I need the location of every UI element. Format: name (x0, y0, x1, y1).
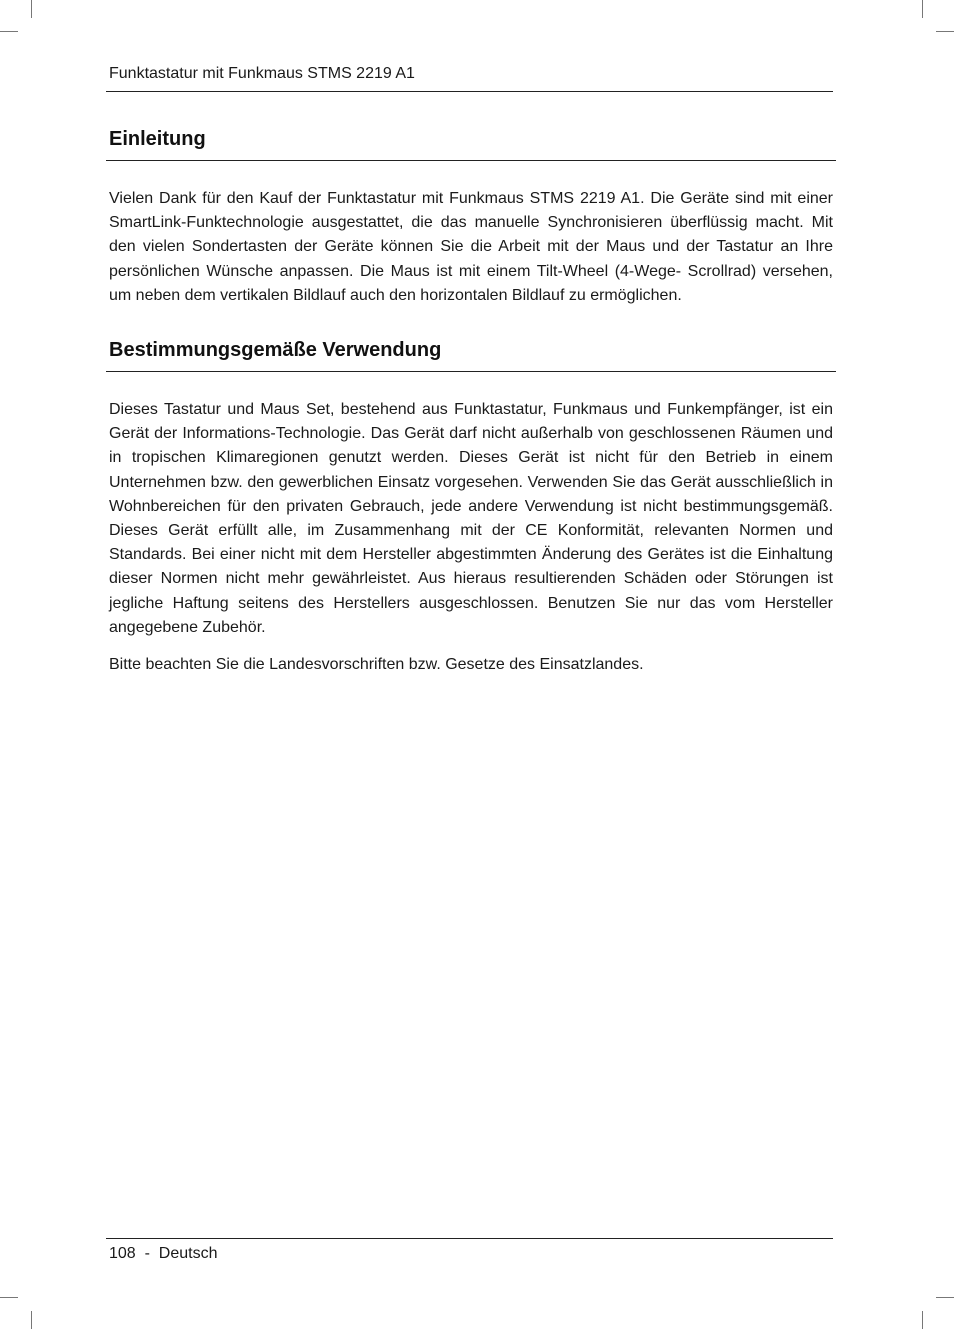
paragraph-verwendung: Dieses Tastatur und Maus Set, bestehend aus Funktastatur, Funkmaus und Funkempfänger, ist ein Gerät der Informations-Technologie. Das Gerät darf nicht außerhalb von geschlossenen Räumen und in tropischen Klimaregionen genutzt werden. Dieses Gerät ist nicht für den Betrieb in einem Unternehmen bzw. den gewerblichen Einsatz vorgesehen. Verwenden Sie das Gerät ausschließlich in Wohnbereichen für den privaten Gebrauch, jede andere Verwendung ist nicht bestimmungsgemäß. Dieses Gerät erfüllt alle, im Zusammenhang mit der CE Konformität, relevanten Normen und Standards. Bei einer nicht mit dem Hersteller abgestimmten Änderung des Gerätes ist die Einhaltung dieser Normen nicht mehr gewährleistet. Aus hieraus resultierenden Schäden oder Störungen ist jegliche Haftung seitens des Herstellers ausgeschlossen. Benutzen Sie nur das vom Hersteller angegebene Zubehör. (109, 401, 833, 636)
header-rule (106, 91, 833, 92)
paragraph-einleitung: Vielen Dank für den Kauf der Funktastatur mit Funkmaus STMS 2219 A1. Die Geräte sind mit einer SmartLink-Funktechnologie ausgestattet, die das manuelle Synchronisieren überflüssig macht. Mit den vielen Sondertasten der Geräte können Sie die Arbeit mit der Maus und der Tastatur an Ihre persönlichen Wünsche anpassen. Die Maus ist mit einem Tilt-Wheel (4-Wege- Scrollrad) versehen, um neben dem vertikalen Bildlauf auch den horizontalen Bildlauf zu ermöglichen. (109, 190, 833, 304)
page-footer-label: 108 - Deutsch (109, 1245, 218, 1262)
crop-mark-top-right-vertical (922, 0, 923, 18)
crop-mark-top-right-horizontal (936, 31, 954, 32)
section-rule-einleitung (106, 160, 836, 161)
crop-mark-top-left-vertical (31, 0, 32, 18)
crop-mark-bottom-right-vertical (922, 1311, 923, 1329)
crop-mark-bottom-left-vertical (31, 1311, 32, 1329)
crop-mark-bottom-right-horizontal (936, 1297, 954, 1298)
crop-mark-top-left-horizontal (0, 31, 18, 32)
section-heading-verwendung: Bestimmungsgemäße Verwendung (109, 339, 442, 361)
crop-mark-bottom-left-horizontal (0, 1297, 18, 1298)
section-rule-verwendung (106, 371, 836, 372)
section-heading-einleitung: Einleitung (109, 128, 206, 150)
running-header-title: Funktastatur mit Funkmaus STMS 2219 A1 (109, 65, 415, 82)
footer-rule (106, 1238, 833, 1239)
paragraph-landesvorschriften: Bitte beachten Sie die Landesvorschriften bzw. Gesetze des Einsatzlandes. (109, 656, 644, 673)
